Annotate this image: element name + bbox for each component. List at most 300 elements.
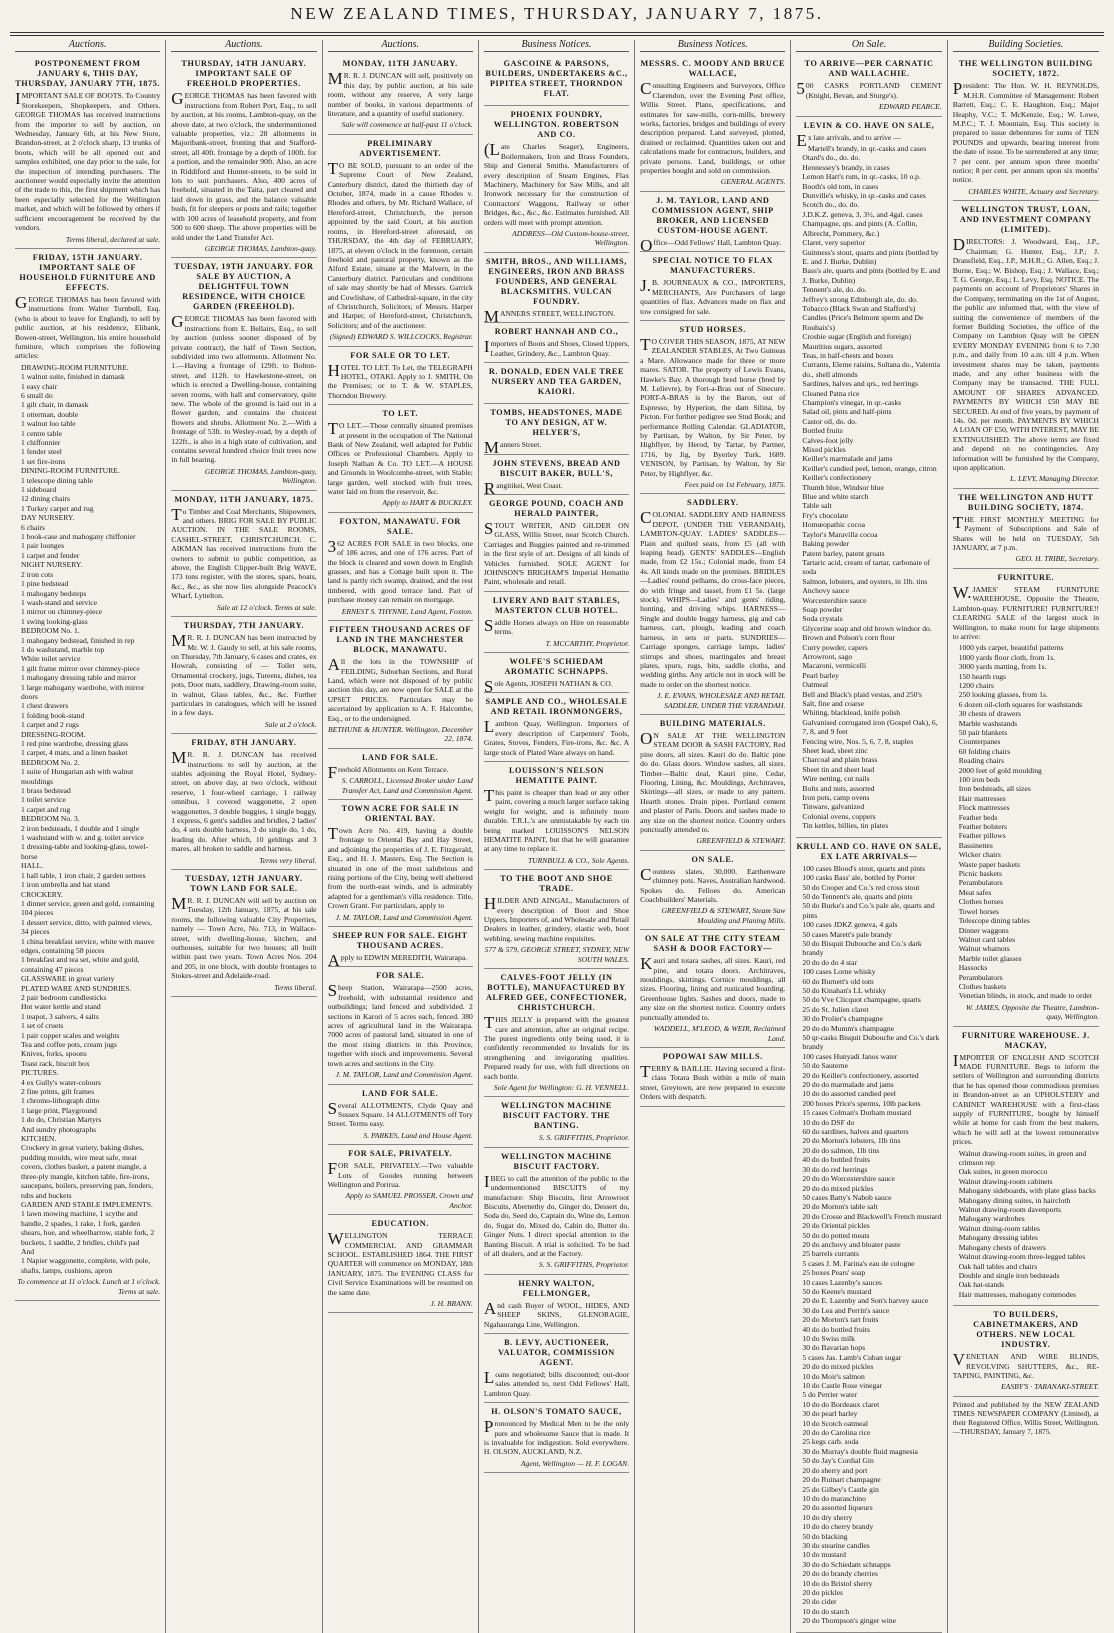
- ad-body: Countess slates, 30,000. Earthenware chimney pots. Naves, Australian hardwood. Spokes do. Felloes do. American Coachbuilders' Materials.: [640, 864, 786, 905]
- ad-list-item: 15 cases Colman's Durham mustard: [802, 1108, 912, 1118]
- ad-list-item: 1 folding book-stand: [21, 710, 85, 720]
- ad-list-item: Hair mattresses, mahogany commodes: [958, 1289, 1076, 1299]
- ad-list-item: And: [21, 1246, 35, 1256]
- ad-body: MANNERS STREET, WELLINGTON.: [483, 306, 616, 326]
- ad-list-item: Wire netting, cut nails: [802, 774, 870, 784]
- ad-list-item: PICTURES.: [21, 1068, 59, 1078]
- ad-list-item: 10 do Scotch oatmeal: [802, 1418, 869, 1428]
- advertisement: [640, 321, 785, 495]
- ad-list-item: 1 centre table: [21, 428, 62, 438]
- ad-list-item: Champion's vinegar, in qr.-casks: [802, 398, 902, 407]
- advertisement: [484, 1097, 629, 1147]
- ad-list-item: 1 Turkey carpet and rug: [21, 503, 94, 513]
- advertisement: [171, 55, 316, 258]
- ad-list-item: 1 do do, Christian Martyrs: [21, 1115, 102, 1125]
- ad-list-item: Patent barley, patent groats: [802, 548, 885, 558]
- advertisement: [328, 55, 473, 134]
- ad-list-item: 1 sideboard: [21, 485, 57, 495]
- ad-body: MR. R. J. DUNCAN will sell, positively on this day, by public auction, at his sale room, without any reserve, A very large number of books, in various departments of literature, and a quantity of useful stationery.: [327, 69, 473, 119]
- ad-list-item: 50 qr-casks Bisquit Dubouche and Co.'s dark brandy: [802, 1033, 940, 1052]
- advertisement: [484, 969, 629, 1097]
- ad-list-item: 20 do Crosse and Blackwell's French mustard: [802, 1211, 942, 1221]
- ad-list-item: 50 do blacking: [802, 1531, 848, 1541]
- ad-body: DIRECTORS: J. Woodward, Esq., J.P., Chairman; G. Hunter, Esq., J.P.; J. Dransfield, Esq., J.P., M.H.R.; G. Allen, Esq.; J. Burne, Esq.; W. Bishop, Esq.; J. Wallace, Esq.; T. G. George, Esq.; L. Levy, Esq. NOTICE. The payments on account of Proprietors' Shares in the Company, terminating on the 1st of August, the public are informed that, with the view of suiting the convenience of members of the former Building Societies, the office of the Company on Lambton Quay will be OPEN EVERY MONDAY EVENING from 6 to 7.30 p.m., and daily from 10 a.m. till 4 p.m. When investment shares may be taken, payments made, and any other business with the Company may be transacted. THE FULL AMOUNT OF SHARES ADVANCED. PAYMENTS BY WHICH £50 MAY BE SECURED. At end of five years, by payment of 14s. 0d. per month. PAYMENTS BY WHICH A LOAN OF £50, WITH INTEREST, MAY BE EXTINGUISHED. The above terms are fixed and depend on no contingencies. Any information will be furnished by the Company, upon application.: [952, 235, 1099, 473]
- ad-list-item: 1 toilet service: [21, 795, 66, 805]
- advertisement: [484, 1275, 629, 1334]
- ad-list-item: 30 do Bavarian hops: [802, 1343, 866, 1353]
- ad-body: Saddle Horses always on Hire on reasonable terms.: [483, 615, 630, 637]
- ad-list-item: 1 easy chair: [21, 381, 58, 391]
- ad-title: B. LEVY, AUCTIONEER, VALUATOR, COMMISSION AGENT.: [498, 1338, 615, 1368]
- ad-list-item: 20 do assorted liqueurs: [802, 1503, 873, 1513]
- advertisement: [484, 592, 629, 653]
- ad-list-item: Telescope dining tables: [958, 916, 1030, 926]
- ad-title: FOR SALE OR TO LET.: [350, 350, 451, 360]
- ad-title: SAMPLE AND CO., WHOLESALE AND RETAIL IRONMONGERS,: [485, 697, 628, 717]
- ad-item-list: [15, 363, 160, 1275]
- advertisement: [796, 117, 941, 838]
- ad-list-item: Feather beds: [958, 812, 998, 822]
- ad-list-item: 2 pair bedroom candlesticks: [21, 992, 107, 1002]
- ad-title: SADDLERY.: [687, 498, 739, 508]
- ad-signature: GEORGE THOMAS, Lambton-quay, Wellington.: [204, 466, 317, 486]
- ad-signature: (Signed) EDWARD S. WILLCOCKS, Registrar.: [329, 332, 473, 342]
- ad-title: THE WELLINGTON AND HUTT BUILDING SOCIETY, 1874.: [958, 492, 1094, 512]
- advertisement: [953, 201, 1099, 489]
- section-heading: Auctions.: [328, 40, 473, 52]
- ad-list-item: 250 looking glasses, from 1s.: [958, 690, 1048, 700]
- ad-list-item: Worcestershire sauce: [802, 595, 867, 605]
- ad-title: KRULL AND CO. HAVE ON SALE, EX LATE ARRIVALS—: [796, 841, 942, 861]
- ad-list-item: Bell and Black's plaid vestas, and 250's: [802, 689, 922, 699]
- ad-signature: S. S. GRIFFITHS, Proprietor.: [538, 1133, 630, 1143]
- ad-list-item: Champagne, qts. and pints (A. Collin, Albrecht, Pommery, &c.): [802, 219, 918, 238]
- ad-list-item: 30 do do red herrings: [802, 1164, 868, 1174]
- ad-list-item: DINING-ROOM FURNITURE.: [21, 466, 120, 476]
- column: [635, 40, 791, 1633]
- advertisement: [328, 1215, 473, 1313]
- ad-list-item: 25 kegs carb. soda: [802, 1437, 859, 1447]
- ad-list-item: NIGHT NURSERY.: [21, 560, 83, 570]
- ad-title: ON SALE.: [691, 854, 735, 864]
- ad-list-item: Cleaned Patna rice: [802, 388, 860, 398]
- ad-list-item: 1 chest drawers: [21, 701, 69, 711]
- ad-list-item: Oatmeal: [802, 680, 829, 690]
- ad-list-item: White toilet service: [21, 654, 81, 664]
- ad-body: TO LET.—Those centrally situated premises at present in the occupation of The National Bank of New Zealand, well adapted for Public Offices or Professional Chambers. Apply to Joseph Nathan & Co. TO LET.—A HOUSE and Grounds in Woolcombe-street, with Stable; large garden, well stocked with fruit trees, water laid on from the reservoir, &c.: [327, 419, 473, 497]
- ad-list-item: Dinner waggons: [958, 925, 1009, 935]
- ad-body: IMPORTANT SALE OF BOOTS. To Country Storekeepers, Shopkeepers, and Others. GEORGE THOMAS has received instructions from the importer to sell by auction, on Wednesday, January 6th, at his New Store, Brandon-street, at 2 o'clock sharp, 13 trunks of boots, which will be all opened out and samples exhibited, one day prior to the sale, for the inspection of intending purchasers. The auctioneer would especially invite the attention of the trade to this, the first shipment which has been especially selected for the Wellington market, and which will be followed by others if sufficient encouragement be received by the vendors.: [15, 89, 161, 233]
- ad-list-item: Currants, Eleme raisins, Sultana do., Valentia do., shell almonds: [802, 360, 940, 379]
- ad-title: WOLFE'S SCHIEDAM AROMATIC SCHNAPPS.: [504, 656, 609, 676]
- ad-list-item: 20 do pickles: [802, 1587, 843, 1597]
- ad-list-item: 1 dinner service, green and gold, containing 104 pieces: [21, 898, 155, 918]
- ad-list-item: 1 carpet, 4 mats, and a linen basket: [21, 748, 128, 758]
- advertisement: [328, 749, 473, 800]
- advertisement: [640, 55, 785, 191]
- ad-list-item: 50 do Vve Clicquot champagne, quarts: [802, 995, 921, 1005]
- ad-list-item: 30 chests of drawers: [958, 709, 1021, 719]
- ad-title: LOUISSON'S NELSON HEMATITE PAINT.: [508, 766, 605, 785]
- ad-list-item: Colonial ovens, coppers: [802, 811, 876, 821]
- ad-list-item: 10 do do maraschino: [802, 1493, 866, 1503]
- ad-list-item: 20 do sherry and port: [802, 1465, 868, 1475]
- ad-list-item: Wicker chairs: [958, 850, 1001, 860]
- ad-signature: J. M. TAYLOR, Land and Commission Agent.: [335, 912, 473, 922]
- ad-list-item: 1 brass bedstead: [21, 786, 71, 796]
- ad-signature: Terms liberal.: [274, 982, 317, 992]
- ad-list-item: 1 walnut suite, finished in damask: [21, 372, 125, 382]
- ad-list-item: 1 walnut loo table: [21, 419, 76, 429]
- ad-title: WELLINGTON TRUST, LOAN, AND INVESTMENT COMPANY (LIMITED).: [959, 205, 1092, 235]
- column: [10, 40, 166, 1633]
- ad-list-item: Walnut drawing-room three-legged tables: [958, 1252, 1086, 1262]
- ad-list-item: 10 do do cherry brandy: [802, 1522, 874, 1532]
- ad-body: Pronounced by Medical Men to be the only pure and wholesome Sauce that is made. It is invaluable for indigestion. Sold everywhere. H. OLSON, AUCKLAND, N.Z.: [483, 1417, 630, 1457]
- ad-list-item: 1 china breakfast service, white with mauve edges, containing 58 pieces: [21, 936, 155, 955]
- ad-list-item: 1 mahogany bedsteps: [21, 588, 87, 598]
- ad-list-item: Waste paper baskets: [958, 859, 1021, 869]
- ad-title: BUILDING MATERIALS.: [659, 718, 766, 728]
- ad-list-item: DRESSING-ROOM.: [21, 729, 86, 739]
- ad-list-item: Mauritius sugars, assorted: [802, 341, 882, 351]
- ad-body: HOTEL TO LET. To Let, the TELEGRAPH HOTEL, OTAKI. Apply to J. SMITH, On the Premises; or to T. & W. STAPLES, Thorndon Brewery.: [327, 360, 473, 400]
- ad-body: TO COVER THIS SEASON, 1875, AT NEW ZEALANDER STABLES, At Two Guineas a Mare. Allowance made for three or more mares. SATOR. The property of Lewis Evans, Hawke's Bay. A thorough bred horse (bred by M. Lelievre), by Fort-a-Bras out of Sinecure. PORT-A-BRAS is by the Baron, out of Espresso, by Hyperion, the dam Silina, by Picton. For further pedigree see Stud Book; and performance Rolling Calendar. GLADIATOR, by Partisan, by Walton, by Sir Peter, by Highflyer, by Herod, by Tartar, by Partner, 1716, by Jig, by Byerley Turk, 1689. VENISON, by Partisan, by Walton, by Sir Peter, by Highflyer, &c.: [640, 334, 786, 478]
- ad-list-item: 50 cases Marett's pale brandy: [802, 929, 892, 939]
- ad-list-item: Guinness's stout, quarts and pints (bottled by E. and J. Burke, Dublin): [802, 247, 939, 266]
- ad-list-item: 1 wash-stand and service: [21, 597, 98, 607]
- advertisement: [328, 800, 473, 927]
- ad-list-item: BEDROOM No. 3.: [21, 814, 80, 824]
- ad-list-item: 1 lawn mowing machine, 1 scythe and handle, 2 spades, 1 rake, 1 fork, garden shears, hoe, and wheelbarrow, stable fork, 2 buckets, 1 saddle, 2 bridles, child's pad: [21, 1209, 155, 1247]
- ad-list-item: 100 cases Hunyadi Janos water: [802, 1051, 898, 1061]
- ad-list-item: 20 do Morton's lobsters, 1lb tins: [802, 1136, 901, 1146]
- ad-body: COLONIAL SADDLERY AND HARNESS DEPOT, (UNDER THE VERANDAH), LAMBTON-QUAY. LADIES' SADDLES—Plain and quilted seats, from £5 (all with leaping head). GENTS' SADDLES—English made, from £2 15s.; Colonial made, from £4 4s. All kinds made on the premises. BRIDLES—Ladies' round pelhams, do cross-face pieces, do with fringe and tassel, from £1 5s. (large stock). WHIPS—Ladies' and gents' riding, hunting, and driving whips. HARNESS—Single and double buggy harness, gig and cab harness, cart, plough, leading and coach harness, in sets or parts. SUNDRIES—Carriage sponges, carriage lamps, ladies' stirrups and shoes, martingales and breast plates, spurs, rugs, bits, saddle cloths, and wedding girths. Any article not in stock will be made to order on the shortest notice.: [640, 508, 786, 689]
- ad-signature: Sole Agent for Wellington: G. H. VENNELL.: [493, 1082, 630, 1092]
- advertisement: [171, 617, 316, 734]
- ad-signature: EASBY'S · TARANAKI-STREET.: [1001, 1382, 1099, 1392]
- ad-body: FOR SALE, PRIVATELY.—Two valuable Lots of Goodes running between Wellington and Porirua.: [327, 1159, 473, 1189]
- ad-list-item: 100 cases JDKZ geneva, 4 gals: [802, 920, 898, 930]
- ad-title: THURSDAY, 7TH JANUARY.: [183, 621, 305, 631]
- ad-signature: WADDELL, M'LEOD, & WEIR, Reclaimed Land.: [653, 1024, 786, 1043]
- ad-signature: J. M. TAYLOR, Land and Commission Agent.: [335, 1070, 473, 1080]
- ad-body: VENETIAN AND WIRE BLINDS, REVOLVING SHUTTERS, &c., RE-TAPING, PAINTING, &c.: [952, 1350, 1099, 1380]
- ad-list-item: 30 do Prolier's champagne: [802, 1014, 883, 1024]
- ad-title: WELLINGTON MACHINE BISCUIT FACTORY. THE BANTING.: [501, 1101, 612, 1131]
- advertisement: [640, 851, 785, 930]
- ad-list-item: 20 do cider: [802, 1597, 837, 1607]
- ad-list-item: 3000 yards matting, from 1s.: [958, 662, 1047, 672]
- ad-title: THE WELLINGTON BUILDING SOCIETY, 1872.: [958, 59, 1093, 79]
- ad-list-item: Tennent's ale, do. do.: [802, 285, 867, 295]
- ad-item-list: [796, 144, 941, 831]
- advertisement: [171, 870, 316, 997]
- ad-list-item: 1 book-case and mahogany chiffonier: [21, 532, 136, 542]
- ad-list-item: Crockery in great variety, baking dishes, pudding moulds, wire meat safe, meat covers, clothes basket, a patent mangle, a three-ply mangle, kitchen table, fire-irons, saucepans, boilers, preserving pan, fenders, tubs and buckets: [21, 1143, 154, 1200]
- ad-signature: Sale will commence at half-past 11 o'clock.: [341, 120, 473, 130]
- ad-list-item: 6 dozen oil-cloth squares for washstands: [958, 699, 1083, 709]
- advertisement: [484, 1403, 629, 1473]
- ad-list-item: 25 do St. Julien claret: [802, 1004, 869, 1014]
- ad-list-item: Keiller's confectionery: [802, 473, 872, 483]
- ad-title: ON SALE AT THE CITY STEAM SASH & DOOR FACTORY—: [645, 934, 781, 954]
- ad-list-item: Oak suites, in green morocco: [958, 1167, 1048, 1177]
- advertisement: [327, 927, 473, 971]
- ad-list-item: BEDROOM No. 1.: [21, 626, 80, 636]
- ad-body: Ex late arrivals, and to arrive —: [796, 130, 901, 150]
- ad-list-item: 4 ex Gully's water-colours: [21, 1077, 101, 1087]
- ad-list-item: Feather pillows: [958, 831, 1006, 841]
- ad-list-item: 1 mirror on chimney-piece: [21, 607, 103, 617]
- ad-list-item: 60 folding chairs: [958, 746, 1011, 756]
- ad-list-item: Iron bedsteads, all sizes: [958, 784, 1031, 794]
- ad-list-item: Jeffrey's strong Edinburgh ale, do. do.: [802, 294, 918, 304]
- ad-list-item: 10 do mustard: [802, 1550, 846, 1560]
- ad-list-item: 1200 chairs: [958, 680, 994, 690]
- ad-list-item: 10 do do Bordeaux claret: [802, 1399, 880, 1409]
- ad-list-item: 50 do Burke's and Co.'s pale ale, quarts and pints: [802, 901, 935, 920]
- ad-body: Apply to EDWIN MEREDITH, Wairarapa.: [327, 951, 468, 971]
- ad-list-item: 1 large print, Playground: [21, 1105, 97, 1115]
- ad-list-item: Macaroni, vermicelli: [802, 661, 867, 671]
- ad-list-item: 30 do pearl barley: [802, 1409, 858, 1419]
- ad-list-item: Iron pots, camp ovens: [802, 793, 870, 803]
- ad-list-item: 30 do stearine candles: [802, 1540, 870, 1550]
- ad-body: ON SALE AT THE WELLINGTON STEAM DOOR & SASH FACTORY, Red pine doors, all sizes. Kauri do do. Baltic pine do do. Glass doors. Window sashes, all sizes. Timber—Baltic deal, Kauri pine, Cedar, Flooring, Lining, &c. Mouldings, Architraves, Skirtings—all sizes, or made to any pattern. Hearth stones. Drain pipes. Portland cement and plaster of Paris. Doors and sashes made to any size on the shortest notice. Country orders punctually attended to.: [640, 728, 786, 834]
- ad-body: MR. R. J. DUNCAN will sell by auction on Tuesday, 12th January, 1875, at his sale rooms, the following valuable City Properties, namely — Town Acre, No. 713, in Wallace-street, with dwelling-house, kitchen, and outhouses, suitable for two houses; all built within past two years. Town Acres Nos. 204 and 205, in one block, with double frontages to Stokes-street and Adelaide-road.: [171, 894, 317, 981]
- ad-list-item: 1 red pine wardrobe, dressing glass: [21, 739, 129, 748]
- ad-signature: W. JAMES, Opposite the Theatre, Lambton-quay, Wellington.: [965, 1002, 1099, 1022]
- ad-list-item: 1 pair copper scales and weights: [21, 1030, 120, 1040]
- ad-list-item: 1 pine bedstead: [21, 579, 69, 589]
- ad-list-item: 20 do Morton's table salt: [802, 1202, 878, 1212]
- ad-list-item: PLATED WARE AND SUNDRIES.: [21, 983, 132, 993]
- ad-title: GEORGE POUND, COACH AND HERALD PAINTER,: [489, 498, 624, 518]
- ad-title: TOMBS, HEADSTONES, MADE TO ANY DESIGN, AT W. HELYER'S,: [490, 408, 623, 438]
- ad-list-item: Flock mattresses: [958, 803, 1010, 813]
- ad-body: J.B. JOURNEAUX & CO., IMPORTERS, MERCHANTS, Are Purchasers of large quantities of flax. Advances made on flax and tow consigned for sale.: [640, 276, 786, 316]
- ad-signature: Sale at 12 o'clock. Terms at sale.: [216, 602, 317, 612]
- advertisement: [640, 1048, 785, 1107]
- ad-list-item: Venetian blinds, in stock, and made to order: [958, 991, 1093, 1001]
- ad-title: LIVERY AND BAIT STABLES, MASTERTON CLUB HOTEL.: [492, 595, 621, 615]
- advertisement: [15, 55, 160, 249]
- ad-signature: S. PARKES, Land and House Agent.: [363, 1130, 473, 1140]
- ad-list-item: 50 do Kinahan's LL whisky: [802, 985, 887, 995]
- ad-body: MR. R. J. DUNCAN has received instructions to sell by auction, at the stables adjoining the Royal Hotel, Sydney-street, on above day, at two o'clock, without reserve, 1 four-wheel carriage, 1 railway omnibus, 1 covered waggonette, 2 open waggonettes, 3 double buggies, 1 single buggy, 1 express, 6 gent's saddles and bridles, 2 ladies' do, 4 sets double harness, 3 do single do, 1 do, leading do. After which, 10 geldings and 3 mares, all broken to saddle and harness.: [171, 748, 317, 854]
- column: [323, 40, 479, 1633]
- ad-title: WELLINGTON MACHINE BISCUIT FACTORY.: [501, 1151, 612, 1171]
- advertisement: [640, 252, 785, 321]
- ad-list-item: 1 chromo-lithograph ditto: [21, 1096, 100, 1106]
- ad-body: To Timber and Coal Merchants, Shipowners, and others. BRIG FOR SALE BY PUBLIC AUCTION. IN THE SALE ROOMS, CASHEL-STREET, CHRISTCHURCH. C. AIKMAN has received instructions from the owners to submit to public competition, as above, the English Clipper-built Brig WAVE, 173 tons register, with the stores, spars, boats, &c., &c., as she now lies alongside Peacock's Wharf, Lyttelton.: [171, 504, 317, 601]
- ad-title: SPECIAL NOTICE TO FLAX MANUFACTURERS.: [652, 256, 774, 276]
- ad-body: GEORGE THOMAS has been favored with instructions from Robert Port, Esq., to sell by auction, at his rooms, Lambton-quay, on the above date, at two o'clock, the undermentioned valuable properties, viz.: 28 allotments in Majoribank-street, fronting that and Stafford-street, all 40ft. frontage by a depth of 100ft. for a portion, and the remainder 90ft. Also, an acre in Riddiford and Hunter-streets, to be sold in lots to suit purchasers. Also, 400 acres of freehold, situated in the Taita, part cleared and laid down in grass, and the balance valuable bush, fit for sleepers or posts and rails; together with 100 acres of leasehold property, and from 500 to 600 sheep. The above properties will be sold under the Land Transfer Act.: [171, 89, 317, 242]
- ad-list-item: 50 do do potted meats: [802, 1230, 870, 1240]
- ad-title: TO ARRIVE—PER CARNATIC AND WALLACHIE.: [804, 59, 934, 79]
- ad-body: HILDER AND AINGAL, Manufacturers of every description of Boot and Shoe Uppers, Importers of, and Wholesale and Retail Dealers in leather, grindery, elastic web, boot webbing, sewing machine requisites.: [483, 894, 630, 943]
- ad-body: This paint is cheaper than lead or any other paint, covering a much larger surface taking weight for weight, and is infinitely more durable. T.R.L.'s are unmistakable by each tin being marked LOUISSON'S NELSON HEMATITE PAINT, but that he will guarantee at any time to replace it.: [483, 786, 630, 854]
- ad-body: MR. R. J. DUNCAN has been instructed by Mr. W. J. Gaudy to sell, at his sale rooms, on Thursday, 7th January, 6 cases and crates, ex Howrah, consisting of — Toilet sets, Ornamental crockery, jugs, Tureens, dishes, tea pots, Door mats, saddlery, Drawing-room suite, in walnut, Glass tables, &c., &c. Further particulars in catalogues, which will be issued in a few days.: [171, 631, 317, 718]
- ad-list-item: Blue and white starch: [802, 492, 869, 502]
- ad-title: STUD HORSES.: [679, 324, 746, 334]
- ad-list-item: CROCKERY.: [21, 889, 63, 899]
- ad-body: Kauri and totara sashes, all sizes. Kauri, red pine, and totara doors. Architraves, mouldings, skirtings. Cornice mouldings, all sizes. Flooring, lining and rusticated boarding. Greenhouse lights. Sashes and doors, made to any size on the shortest notice. Country orders punctually attended to.: [640, 954, 786, 1022]
- ad-list-item: 10 do dry sherry: [802, 1512, 853, 1522]
- ad-signature: Apply to SAMUEL PROSSER, Crown and Anchor.: [345, 1191, 473, 1210]
- ad-signature: 577 & 579, GEORGE STREET, SYDNEY, NEW SOUTH WALES.: [484, 945, 630, 964]
- advertisement: [171, 734, 316, 870]
- ad-signature: J. E. EVANS, WHOLESALE AND RETAIL SADDLER, UNDER THE VERANDAH.: [657, 691, 786, 710]
- ad-list-item: Charcoal and plain brass: [802, 755, 878, 765]
- ad-signature: ADDRESS—Old Custom-house-street, Wellington.: [512, 229, 630, 248]
- advertisement: [484, 495, 629, 592]
- ad-list-item: 100 iron beds: [958, 775, 1001, 784]
- ad-list-item: Picnic baskets: [958, 869, 1002, 879]
- ad-list-item: Martell's brandy, in qr.-casks and cases: [807, 144, 927, 154]
- ad-list-item: Taylor's Maravilla cocoa: [802, 529, 878, 539]
- ad-list-item: 5 do Perrier water: [802, 1390, 858, 1400]
- ad-list-item: 50 do Jay's Cordial Gin: [802, 1456, 874, 1466]
- ad-list-item: Clothes horses: [958, 897, 1004, 907]
- ad-title: EDUCATION.: [371, 1219, 429, 1229]
- advertisement: [484, 55, 629, 106]
- ad-list-item: Hot water kettle and stand: [21, 1002, 101, 1012]
- advertisement: [484, 106, 629, 252]
- ad-signature: Fees paid on 1st February, 1875.: [684, 480, 786, 489]
- ad-list-item: 20 do Oriental pickles: [802, 1221, 870, 1231]
- advertisement: [328, 405, 473, 513]
- advertisement: [953, 1306, 1099, 1397]
- ad-list-item: 100 cases Blood's stout, quarts and pints: [802, 863, 926, 873]
- ad-signature: J. H. BRANN.: [430, 1299, 473, 1308]
- advertisement: [953, 55, 1099, 201]
- ad-list-item: 40 do do bottled fruits: [802, 1155, 870, 1165]
- ad-list-item: Scotch do., do. do.: [802, 200, 860, 210]
- advertisement: [328, 967, 473, 1084]
- masthead-rule: [10, 35, 1104, 36]
- ad-list-item: 10 do do DSF do: [802, 1117, 855, 1127]
- ad-list-item: Double and single iron bedsteads: [958, 1270, 1060, 1280]
- ad-list-item: 2 iron bedsteads, 1 double and 1 single: [21, 823, 140, 833]
- ad-body: Manners Street.: [483, 438, 542, 458]
- ad-list-item: 1 breakfast and tea set, white and gold, containing 47 pieces: [21, 955, 140, 974]
- ad-signature: Apply to HART & BUCKLEY.: [382, 498, 473, 508]
- ad-signature: S. S. GRIFFITHS, Proprietor.: [538, 1260, 630, 1270]
- ad-body: Lambton Quay, Wellington. Importers of every description of Carpenters' Tools, Grates, Stoves, Fenders, Fire-irons, &c. &c. A large stock of Plated Ware always on hand.: [483, 717, 630, 757]
- ad-list-item: 1 gilt chair, in damask: [21, 400, 89, 410]
- ad-title: TO THE BOOT AND SHOE TRADE.: [500, 874, 613, 894]
- advertisement: [953, 1027, 1099, 1307]
- advertisement: [328, 347, 473, 406]
- ad-list-item: Walnut drawing-room davenports: [958, 1205, 1062, 1215]
- ad-list-item: HALL.: [21, 861, 44, 871]
- ad-list-item: 50 do Tennent's ale, quarts and pints: [802, 891, 913, 901]
- ad-list-item: Hassocks: [958, 963, 988, 973]
- ad-list-item: 1 fender steel: [21, 447, 62, 457]
- ad-list-item: 1 dessert service, ditto, with painted views, 34 pieces: [21, 917, 152, 937]
- section-heading: Auctions.: [171, 40, 316, 52]
- ad-title: PHOENIX FOUNDRY, WELLINGTON. ROBERTSON AND CO.: [493, 110, 620, 140]
- ad-list-item: GARDEN AND STABLE IMPLEMENTS.: [21, 1199, 153, 1209]
- ad-list-item: Baking powder: [802, 539, 850, 549]
- ad-title: FIFTEEN THOUSAND ACRES OF LAND IN THE MANCHESTER BLOCK, MANAWATU.: [329, 625, 471, 655]
- ad-list-item: Claret, very superior: [802, 238, 866, 248]
- ad-signature: Sale at 2 o'clock.: [264, 719, 317, 729]
- ad-list-item: 20 do Thompson's ginger wine: [802, 1616, 897, 1626]
- ad-list-item: 10 cases Lazenby's sauces: [802, 1277, 883, 1287]
- ad-list-item: Galvanised corrugated iron (Gospel Oak), 6, 7, 8, and 9 feet: [802, 717, 938, 737]
- ad-list-item: Mahogany dining suites, in haircloth: [958, 1195, 1071, 1205]
- advertisement: [484, 323, 629, 363]
- section-heading: Business Notices.: [484, 40, 629, 52]
- ad-title: J. M. TAYLOR, LAND AND COMMISSION AGENT, SHIP BROKER, AND LICENSED CUSTOM-HOUSE AGENT.: [651, 195, 774, 235]
- ad-list-item: 1 swing looking-glass: [21, 616, 88, 626]
- ad-list-item: Keiller's candied peel, lemon, orange, citron: [802, 463, 937, 473]
- ad-title: LEVIN & CO. HAVE ON SALE,: [803, 120, 935, 130]
- ad-list-item: GLASSWARE in great variety: [21, 974, 115, 984]
- ad-body: 500 CASKS PORTLAND CEMENT (Knight, Bevan, and Sturge's).: [796, 79, 942, 100]
- ad-signature: GEO. H. TRIBE, Secretary.: [1015, 554, 1099, 564]
- advertisement: [328, 621, 473, 749]
- ad-list-item: Glycerine soap and old brown windsor do.: [802, 623, 932, 633]
- ad-title: FRIDAY, 8TH JANUARY.: [191, 738, 297, 748]
- ad-title: SHEEP RUN FOR SALE. EIGHT THOUSAND ACRES.: [332, 931, 468, 951]
- ad-list-item: And sundry photographs: [21, 1124, 97, 1134]
- ad-body: Town Acre No. 419, having a double frontage to Oriental Bay and Hay Street, and adjoining the properties of J. E. Fitzgerald, Esq., and H. J. Masters, Esq. The Section is situated in one of the most salubrious and rising portions of the City, being well sheltered from the north-east winds, and is admirably adapted for a gentleman's villa residence. Title, Crown Grant. For particulars, apply to: [327, 823, 473, 911]
- ad-list-item: 10 do do assorted candied peel: [802, 1089, 896, 1099]
- ad-list-item: 50 do Bisquit Dubouche and Co.'s dark brandy: [802, 938, 922, 958]
- advertisement: [640, 930, 785, 1048]
- ad-body: WELLINGTON TERRACE COMMERCIAL AND GRAMMAR SCHOOL. ESTABLISHED 1864. THE FIRST QUARTER will commence on MONDAY, 18th JANUARY, 1875. The EVENING CLASS for Civil Service Examinations will be resumed on the same date.: [327, 1229, 473, 1297]
- ad-list-item: Marble washstands: [958, 718, 1018, 728]
- ad-list-item: BEDROOM No. 2.: [21, 757, 80, 767]
- ad-title: GASCOINE & PARSONS, BUILDERS, UNDERTAKERS &C., PIPITEA STREET, THORNDON FLAT.: [485, 59, 628, 99]
- advertisement: [484, 870, 629, 969]
- ad-list-item: 6 chairs: [21, 522, 45, 532]
- ad-list-item: 1 teapot, 3 salvers, 4 salts: [21, 1011, 99, 1021]
- ad-signature: Agent, Wellington — H. F. LOGAN.: [520, 1458, 630, 1468]
- ad-list-item: 20 do do salmon, 1lb tins: [802, 1145, 880, 1155]
- ad-list-item: Fencing wire, Nos. 5, 6, 7, 8, staples: [802, 736, 914, 746]
- ad-signature: CHARLES WHITE, Actuary and Secretary.: [968, 186, 1099, 196]
- ad-signature: T. MCCARTHY, Proprietor.: [545, 638, 630, 648]
- ad-list-item: Meat safes: [958, 887, 992, 897]
- ad-body: GEORGE THOMAS has been favored with instructions from E. Bellairs, Esq., to sell by auction (unless sooner disposed of by private contract), the half of Town Section, subdivided into two allotments. Allotment No. 1.—Having a frontage of 129ft. to Bolton-street, and 112ft. to Hawkestone-street, on which is erected a Dwelling-house, containing seven rooms, with hall and conservatory, quite new. The whole of the ground is laid out in a flower garden, and contains the choicest flowers and shrubs. Allotment No. 2.—With a frontage of 53ft. to Wesley-road, by a depth of 122ft., is also in a high state of cultivation, and contains several hundred choice fruit trees now in full bearing.: [171, 312, 317, 465]
- ad-list-item: 1 gilt frame mirror over chimney-piece: [21, 663, 140, 673]
- ad-title: LAND FOR SALE.: [361, 1088, 439, 1098]
- ad-list-item: Tin kettles, billies, tin plates: [802, 821, 889, 831]
- ad-title: CALVES-FOOT JELLY (IN BOTTLE), MANUFACTURED BY ALFRED GEE, CONFECTIONER, CHRISTCHURCH.: [485, 973, 627, 1013]
- ad-body: And cash Buyer of WOOL, HIDES, AND SHEEP SKINS, GLENORAGIE, Ngahauranga Line, Wellington.: [483, 1298, 630, 1329]
- ad-list-item: Mahogany wardrobes: [958, 1214, 1025, 1224]
- advertisement: [328, 1145, 473, 1215]
- ad-list-item: Mahogany dressing tables: [958, 1233, 1038, 1243]
- advertisement: [640, 494, 785, 715]
- ad-list-item: Sheet tin and sheet lead: [802, 764, 875, 774]
- ad-list-item: 1000 yds carpet, beautiful patterns: [958, 643, 1064, 653]
- ad-list-item: Oak hat-stands: [958, 1280, 1005, 1290]
- ad-list-item: 1 hall table, 1 iron chair, 2 garden settees: [21, 870, 146, 880]
- ad-title: MONDAY, 11TH JANUARY, 1875.: [174, 494, 314, 504]
- ad-title: PRELIMINARY ADVERTISEMENT.: [359, 138, 442, 158]
- ad-list-item: 20 do do do 4 star: [802, 957, 858, 967]
- ad-item-list: [796, 864, 941, 1626]
- ad-list-item: 10 do Moir's salmon: [802, 1371, 865, 1381]
- ad-list-item: Salad oil, pints and half-pints: [802, 407, 892, 417]
- advertisement: [484, 1334, 629, 1403]
